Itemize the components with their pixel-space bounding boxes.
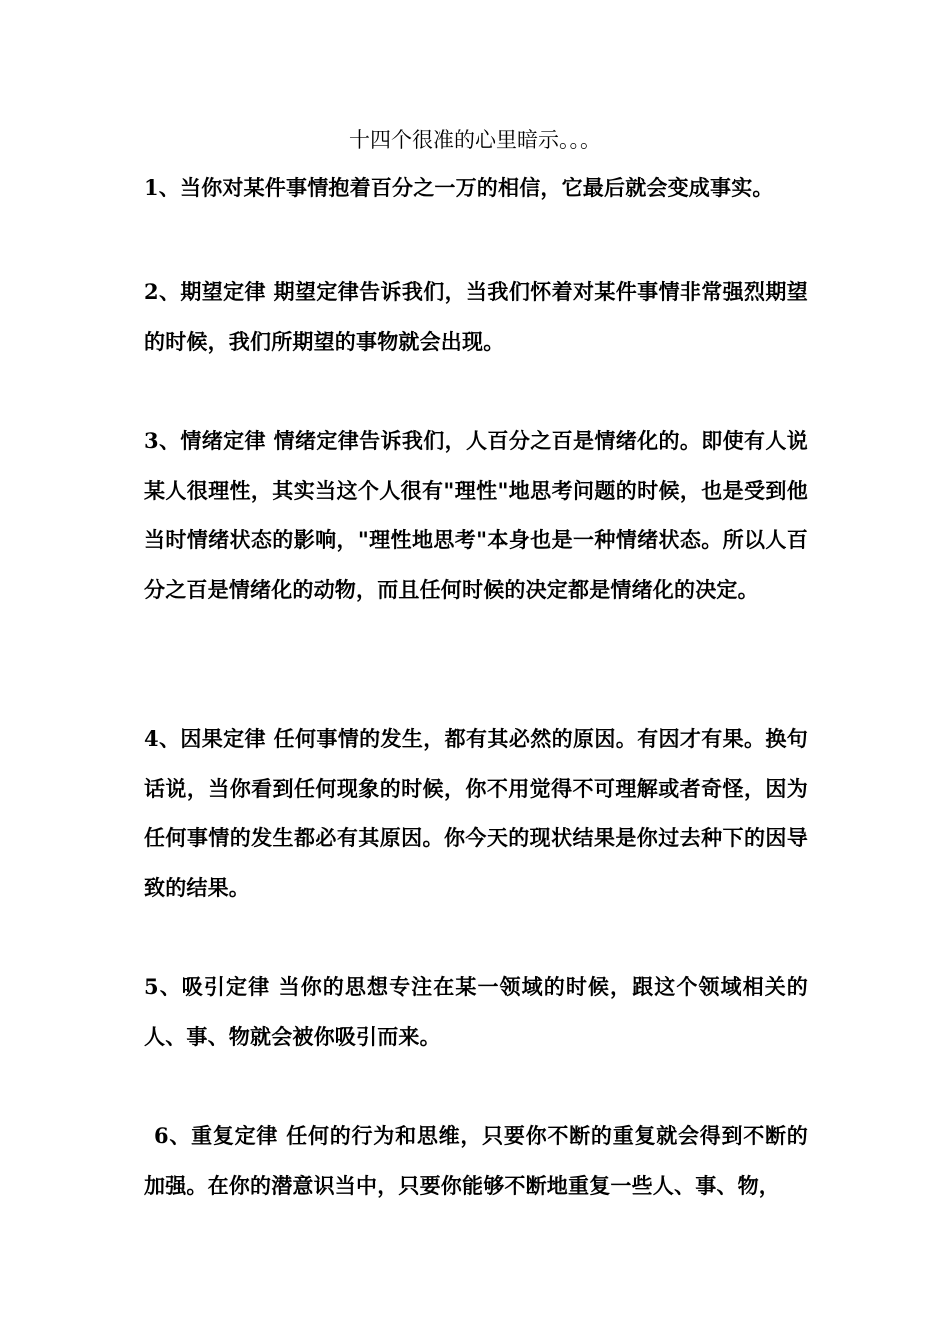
document-title: 十四个很准的心里暗示。。。 (349, 128, 601, 152)
paragraph-5: 5、吸引定律 当你的思想专注在某一领域的时候，跟这个领域相关的人、事、物就会被你吸引而来。 (144, 974, 808, 1049)
paragraph-2: 2、期望定律 期望定律告诉我们，当我们怀着对某件事情非常强烈期望的时候，我们所期望的事物就会出现。 (144, 279, 808, 354)
paragraph-1: 1、当你对某件事情抱着百分之一万的相信，它最后就会变成事实。 (144, 175, 774, 200)
paragraph-6-text: 6、重复定律 任何的行为和思维，只要你不断的重复就会得到不断的加强。在你的潜意识当中，只要你能够不断地重复一些人、事、物， (144, 1123, 808, 1198)
paragraph-4: 4、因果定律 任何事情的发生，都有其必然的原因。有因才有果。换句话说，当你看到任何现象的时候，你不用觉得不可理解或者奇怪，因为任何事情的发生都必有其原因。你今天的现状结果是你过去种下的因导致的结果。 (144, 726, 808, 900)
paragraph-3: 3、情绪定律 情绪定律告诉我们，人百分之百是情绪化的。即使有人说某人很理性，其实当这个人很有"理性"地思考问题的时候，也是受到他当时情绪状态的影响，"理性地思考"本身也是一种情绪状态。所以人百分之百是情绪化的动物，而且任何时候的决定都是情绪化的决定。 (144, 428, 808, 602)
paragraph-6 (144, 1111, 808, 1210)
